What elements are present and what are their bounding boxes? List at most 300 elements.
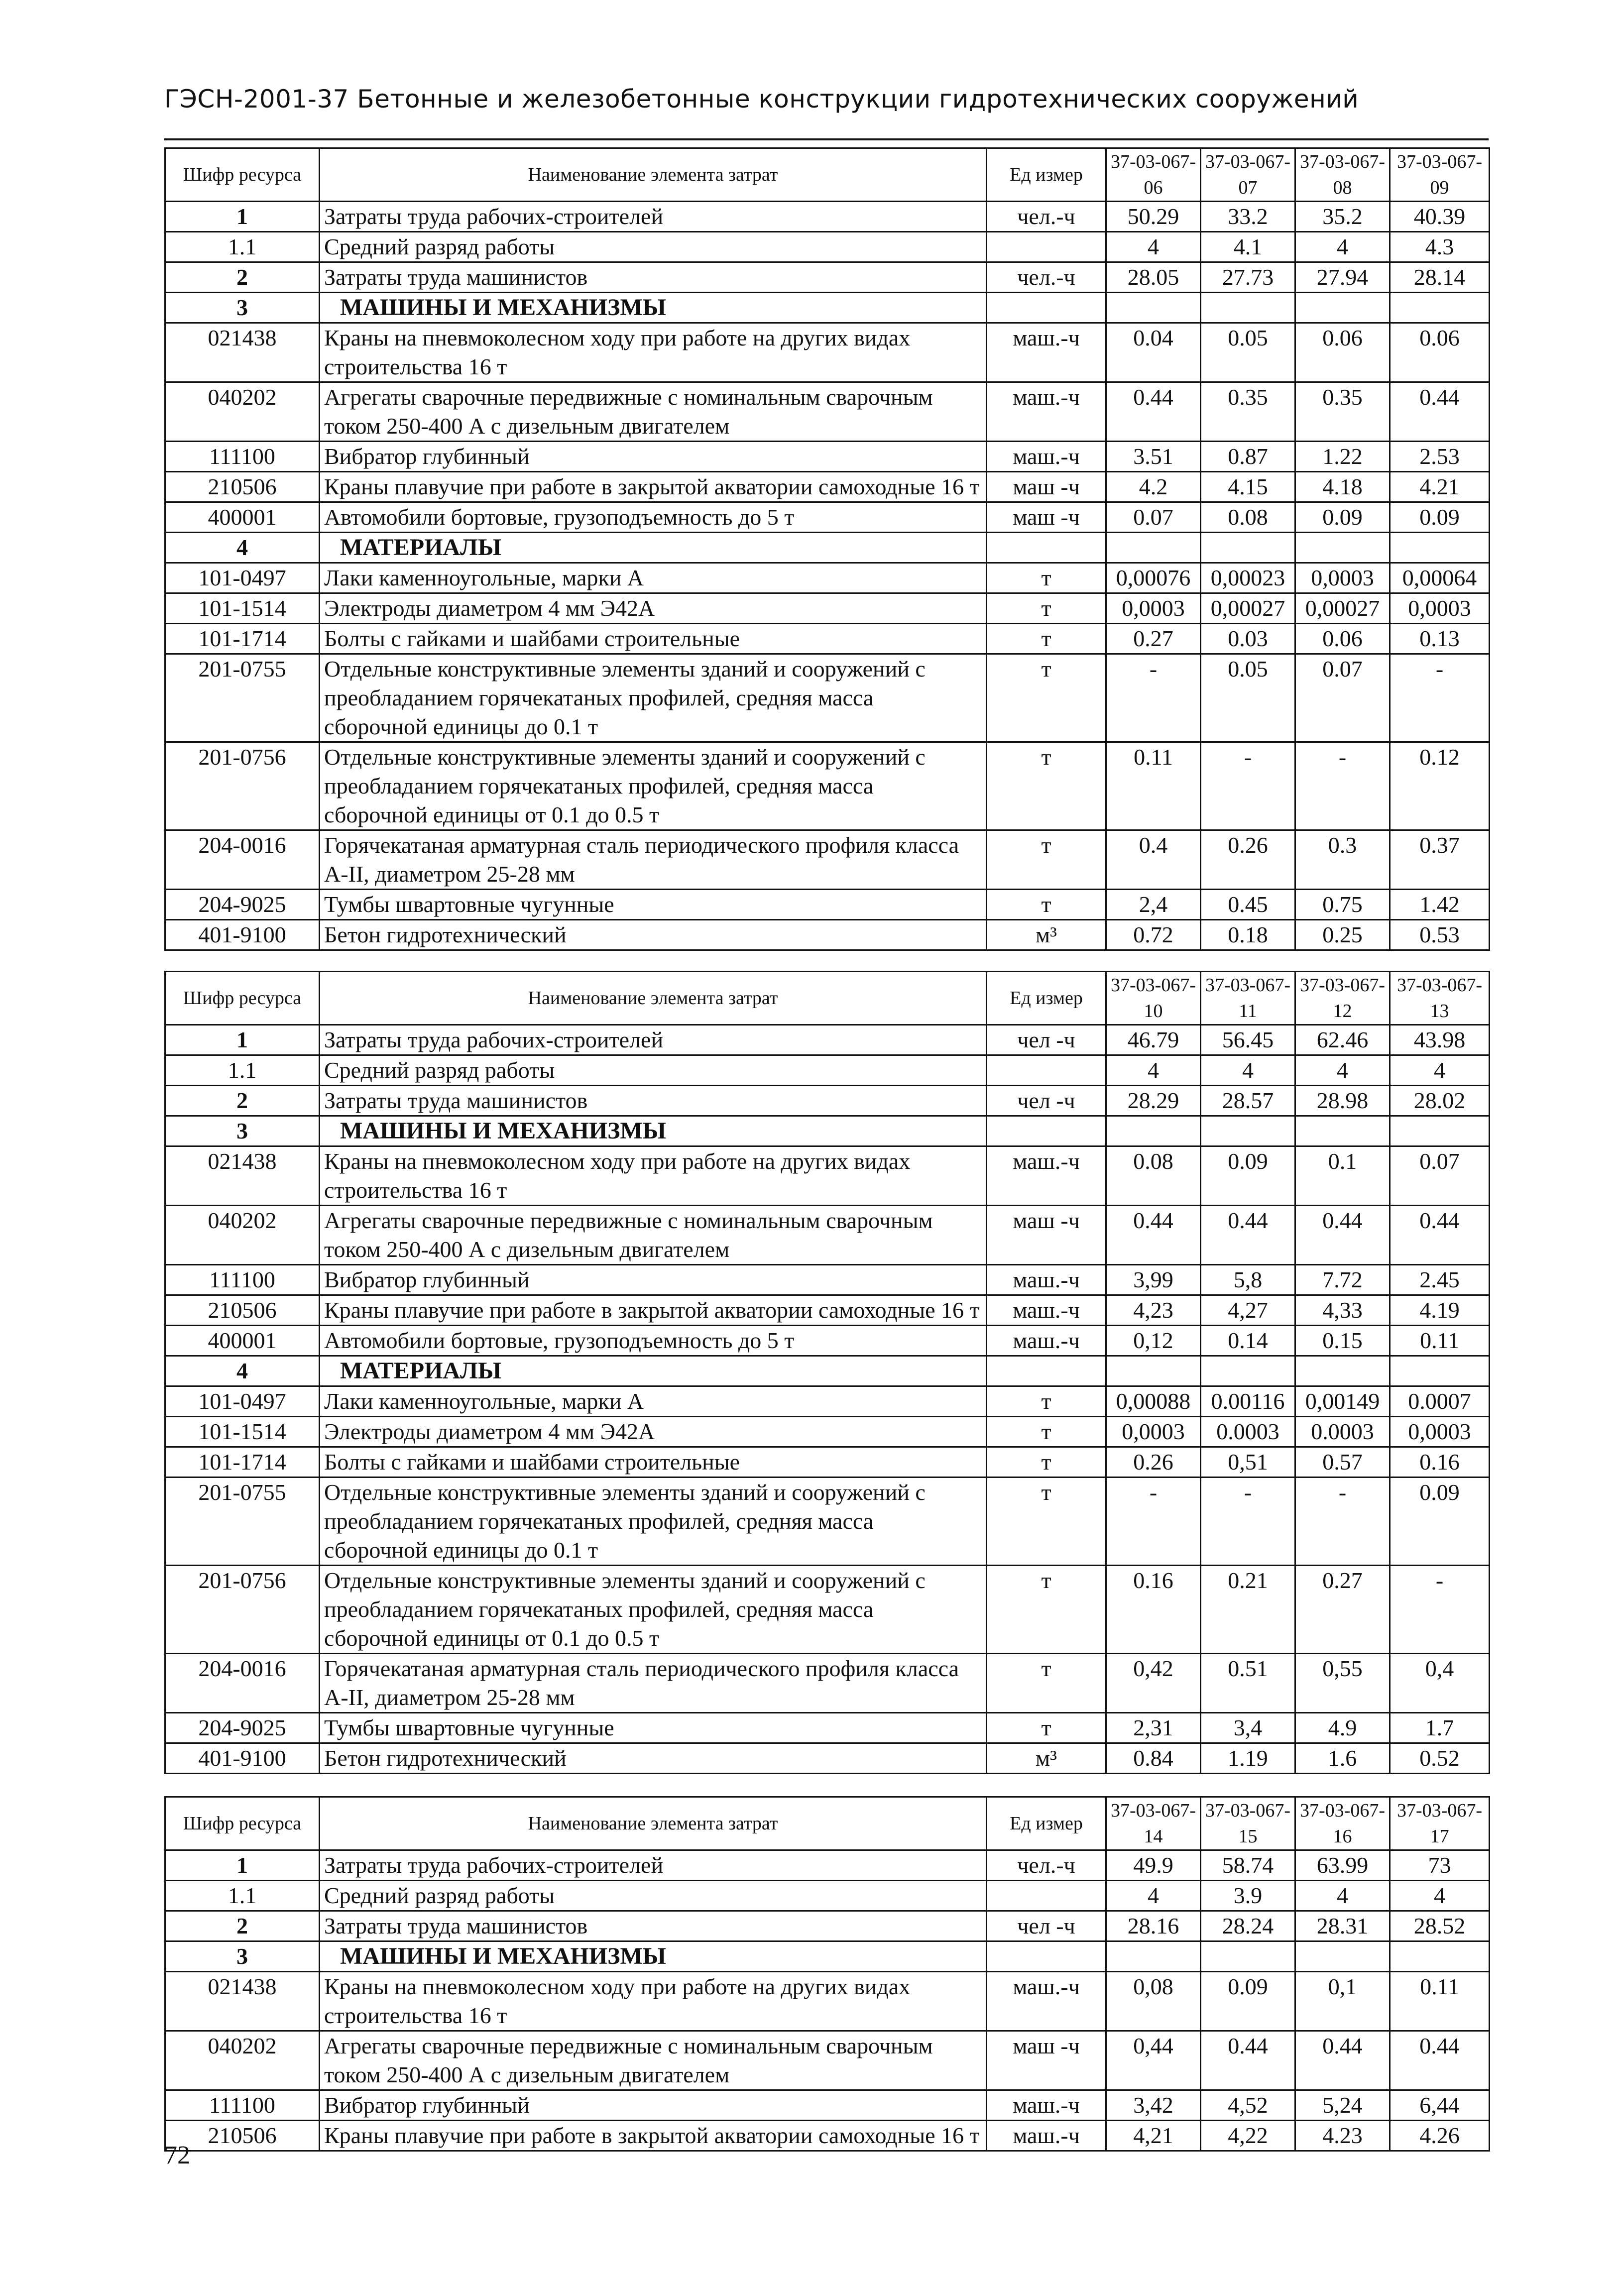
norm-value-cell: 3,99 xyxy=(1106,1265,1201,1295)
norm-value-cell xyxy=(1295,1356,1390,1386)
table-row xyxy=(165,1447,1490,1478)
norm-value-cell: 0.07 xyxy=(1295,654,1390,742)
cost-element-name-cell: Краны плавучие при работе в закрытой акватории самоходные 16 т xyxy=(320,472,987,502)
cost-element-name-cell: Автомобили бортовые, грузоподъемность до 5 т xyxy=(320,1326,987,1356)
cost-element-name-cell: МАШИНЫ И МЕХАНИЗМЫ xyxy=(320,1116,987,1146)
cost-element-name-cell: Электроды диаметром 4 мм Э42А xyxy=(320,593,987,624)
norm-value-cell: 0,55 xyxy=(1295,1654,1390,1713)
norm-value-cell: 4 xyxy=(1106,1055,1201,1086)
resource-code-cell: 040202 xyxy=(165,1206,320,1265)
table-row xyxy=(165,1417,1490,1447)
norm-value-cell: 0.04 xyxy=(1106,323,1201,382)
norm-value-cell: 0,0003 xyxy=(1106,593,1201,624)
cost-element-name-cell: Затраты труда машинистов xyxy=(320,1911,987,1941)
cost-element-name-cell: Отдельные конструктивные элементы зданий и сооружений с преобладанием горячекатаных профилей, средняя масса сборочной единицы от 0.1 до 0.5 т xyxy=(320,742,987,830)
section-row xyxy=(165,1116,1490,1146)
norm-value-cell: 28.98 xyxy=(1295,1086,1390,1116)
column-header-norm-code: 37-03-067-11 xyxy=(1201,972,1295,1025)
column-header-norm-code: 37-03-067-13 xyxy=(1390,972,1490,1025)
cost-element-name-cell: МАШИНЫ И МЕХАНИЗМЫ xyxy=(320,293,987,323)
unit-cell: т xyxy=(987,563,1106,593)
norm-value-cell: 33.2 xyxy=(1201,202,1295,232)
resource-code-cell: 201-0756 xyxy=(165,742,320,830)
norm-value-cell: 0.07 xyxy=(1390,1146,1490,1206)
resource-code-cell: 204-9025 xyxy=(165,890,320,920)
norm-value-cell: 4.21 xyxy=(1390,472,1490,502)
cost-element-name-cell: Затраты труда рабочих-строителей xyxy=(320,1850,987,1881)
resource-code-cell: 101-1714 xyxy=(165,1447,320,1478)
norm-value-cell: - xyxy=(1295,1478,1390,1566)
column-header-norm-code: 37-03-067-12 xyxy=(1295,972,1390,1025)
unit-cell: маш.-ч xyxy=(987,1295,1106,1326)
norm-value-cell: 49.9 xyxy=(1106,1850,1201,1881)
norm-value-cell: 6,44 xyxy=(1390,2090,1490,2121)
norm-value-cell: 28.57 xyxy=(1201,1086,1295,1116)
table-row xyxy=(165,1206,1490,1265)
norm-value-cell: 0.16 xyxy=(1390,1447,1490,1478)
norm-value-cell: 4,33 xyxy=(1295,1295,1390,1326)
unit-cell: т xyxy=(987,1566,1106,1654)
table-header-row xyxy=(165,1797,1490,1850)
norm-value-cell xyxy=(1106,293,1201,323)
cost-element-name-cell: Затраты труда рабочих-строителей xyxy=(320,202,987,232)
norm-value-cell: 0.87 xyxy=(1201,442,1295,472)
unit-cell: т xyxy=(987,654,1106,742)
norm-value-cell: 4.3 xyxy=(1390,232,1490,262)
norm-value-cell: 4 xyxy=(1390,1055,1490,1086)
norm-value-cell: 0.0007 xyxy=(1390,1386,1490,1417)
column-header-norm-code: 37-03-067-09 xyxy=(1390,148,1490,202)
table-row xyxy=(165,1025,1490,1055)
resource-code-cell: 204-0016 xyxy=(165,1654,320,1713)
norm-value-cell: 0.15 xyxy=(1295,1326,1390,1356)
unit-cell: маш -ч xyxy=(987,1206,1106,1265)
cost-element-name-cell: Лаки каменноугольные, марки А xyxy=(320,1386,987,1417)
norm-value-cell: 0.75 xyxy=(1295,890,1390,920)
table-row xyxy=(165,593,1490,624)
norm-value-cell: 73 xyxy=(1390,1850,1490,1881)
unit-cell: т xyxy=(987,742,1106,830)
norm-value-cell: 4,22 xyxy=(1201,2121,1295,2151)
norm-value-cell: 50.29 xyxy=(1106,202,1201,232)
norm-value-cell: 0,00076 xyxy=(1106,563,1201,593)
norm-value-cell: 27.94 xyxy=(1295,262,1390,293)
norm-value-cell: 4,27 xyxy=(1201,1295,1295,1326)
table-row xyxy=(165,502,1490,533)
norm-value-cell: - xyxy=(1201,1478,1295,1566)
table-row xyxy=(165,624,1490,654)
norm-value-cell: - xyxy=(1390,1566,1490,1654)
norm-value-cell xyxy=(1390,293,1490,323)
resource-code-cell: 3 xyxy=(165,1941,320,1972)
resource-code-cell: 021438 xyxy=(165,1146,320,1206)
resource-code-cell: 040202 xyxy=(165,382,320,442)
cost-element-name-cell: Отдельные конструктивные элементы зданий и сооружений с преобладанием горячекатаных профилей, средняя масса сборочной единицы до 0.1 т xyxy=(320,1478,987,1566)
norm-value-cell: 27.73 xyxy=(1201,262,1295,293)
cost-element-name-cell: Краны плавучие при работе в закрытой акватории самоходные 16 т xyxy=(320,1295,987,1326)
resource-code-cell: 1.1 xyxy=(165,1055,320,1086)
section-row xyxy=(165,533,1490,563)
cost-element-name-cell: Вибратор глубинный xyxy=(320,442,987,472)
norm-value-cell: 0.44 xyxy=(1390,2031,1490,2090)
unit-cell: т xyxy=(987,624,1106,654)
unit-cell: маш.-ч xyxy=(987,382,1106,442)
resource-code-cell: 401-9100 xyxy=(165,1743,320,1774)
unit-cell: чел.-ч xyxy=(987,262,1106,293)
table-row xyxy=(165,2090,1490,2121)
norm-value-cell: 63.99 xyxy=(1295,1850,1390,1881)
resource-code-cell: 101-0497 xyxy=(165,1386,320,1417)
norm-value-cell: 0,0003 xyxy=(1390,593,1490,624)
column-header-unit: Ед измер xyxy=(987,148,1106,202)
norm-value-cell: 0.35 xyxy=(1295,382,1390,442)
norm-value-cell: 0.57 xyxy=(1295,1447,1390,1478)
norm-value-cell xyxy=(1390,1116,1490,1146)
cost-element-name-cell: Краны плавучие при работе в закрытой акватории самоходные 16 т xyxy=(320,2121,987,2151)
norm-value-cell: 0.53 xyxy=(1390,920,1490,950)
column-header-norm-code: 37-03-067-08 xyxy=(1295,148,1390,202)
cost-element-name-cell: Горячекатаная арматурная сталь периодического профиля класса А-II, диаметром 25-28 мм xyxy=(320,830,987,890)
norm-value-cell: 4.26 xyxy=(1390,2121,1490,2151)
resource-code-cell: 101-1714 xyxy=(165,624,320,654)
unit-cell: маш.-ч xyxy=(987,1972,1106,2031)
norm-value-cell: 4,21 xyxy=(1106,2121,1201,2151)
norm-value-cell: 0.00116 xyxy=(1201,1386,1295,1417)
norm-value-cell: 28.31 xyxy=(1295,1911,1390,1941)
norm-value-cell: 0.27 xyxy=(1295,1566,1390,1654)
norm-value-cell: 4.2 xyxy=(1106,472,1201,502)
norm-value-cell xyxy=(1201,1941,1295,1972)
norm-value-cell: 0.84 xyxy=(1106,1743,1201,1774)
unit-cell: маш.-ч xyxy=(987,1326,1106,1356)
norm-value-cell: 0.06 xyxy=(1295,323,1390,382)
table-row xyxy=(165,1386,1490,1417)
resource-code-cell: 401-9100 xyxy=(165,920,320,950)
resource-code-cell: 204-9025 xyxy=(165,1713,320,1743)
cost-element-name-cell: Краны на пневмоколесном ходу при работе на других видах строительства 16 т xyxy=(320,323,987,382)
norm-value-cell: 0.09 xyxy=(1390,1478,1490,1566)
cost-element-name-cell: Тумбы швартовные чугунные xyxy=(320,890,987,920)
resource-code-cell: 4 xyxy=(165,1356,320,1386)
cost-element-name-cell: Горячекатаная арматурная сталь периодического профиля класса А-II, диаметром 25-28 мм xyxy=(320,1654,987,1713)
cost-element-name-cell: Агрегаты сварочные передвижные с номинальным сварочным током 250-400 А с дизельным двигателем xyxy=(320,382,987,442)
unit-cell: т xyxy=(987,1654,1106,1713)
cost-element-name-cell: Средний разряд работы xyxy=(320,1881,987,1911)
norm-value-cell: 0.37 xyxy=(1390,830,1490,890)
norm-value-cell xyxy=(1390,1356,1490,1386)
norm-value-cell xyxy=(1295,1116,1390,1146)
table-row xyxy=(165,1743,1490,1774)
norm-value-cell: 0,08 xyxy=(1106,1972,1201,2031)
column-header-name: Наименование элемента затрат xyxy=(320,1797,987,1850)
column-header-unit: Ед измер xyxy=(987,972,1106,1025)
table-row xyxy=(165,382,1490,442)
column-header-norm-code: 37-03-067-15 xyxy=(1201,1797,1295,1850)
unit-cell: маш.-ч xyxy=(987,323,1106,382)
norm-value-cell: 0.16 xyxy=(1106,1566,1201,1654)
norm-value-cell: 0.09 xyxy=(1390,502,1490,533)
resource-code-cell: 201-0755 xyxy=(165,1478,320,1566)
norm-value-cell: 28.52 xyxy=(1390,1911,1490,1941)
norm-value-cell: 0,00088 xyxy=(1106,1386,1201,1417)
norm-value-cell: 0.44 xyxy=(1201,1206,1295,1265)
resource-code-cell: 040202 xyxy=(165,2031,320,2090)
norm-value-cell: 0,00064 xyxy=(1390,563,1490,593)
norm-value-cell: 2.53 xyxy=(1390,442,1490,472)
norm-value-cell: 0.03 xyxy=(1201,624,1295,654)
unit-cell: маш.-ч xyxy=(987,1265,1106,1295)
column-header-code: Шифр ресурса xyxy=(165,972,320,1025)
norm-value-cell: - xyxy=(1106,654,1201,742)
resource-code-cell: 1 xyxy=(165,202,320,232)
norm-value-cell: 4.23 xyxy=(1295,2121,1390,2151)
norm-value-cell: 0.06 xyxy=(1390,323,1490,382)
table-row xyxy=(165,442,1490,472)
norm-value-cell: 0.08 xyxy=(1106,1146,1201,1206)
resource-code-cell: 2 xyxy=(165,1086,320,1116)
norm-value-cell: 0.44 xyxy=(1390,382,1490,442)
unit-cell: м³ xyxy=(987,920,1106,950)
norm-value-cell: 0.09 xyxy=(1201,1146,1295,1206)
table-row xyxy=(165,232,1490,262)
cost-element-name-cell: Затраты труда рабочих-строителей xyxy=(320,1025,987,1055)
unit-cell xyxy=(987,533,1106,563)
resource-code-cell: 101-0497 xyxy=(165,563,320,593)
table-row xyxy=(165,1295,1490,1326)
norm-value-cell: 0.44 xyxy=(1106,1206,1201,1265)
resource-code-cell: 1.1 xyxy=(165,232,320,262)
norm-value-cell: 4 xyxy=(1295,232,1390,262)
unit-cell xyxy=(987,1941,1106,1972)
norm-value-cell: 43.98 xyxy=(1390,1025,1490,1055)
norm-value-cell xyxy=(1390,1941,1490,1972)
cost-element-name-cell: Болты с гайками и шайбами строительные xyxy=(320,624,987,654)
table-row xyxy=(165,1850,1490,1881)
norm-value-cell: 28.02 xyxy=(1390,1086,1490,1116)
unit-cell: чел.-ч xyxy=(987,202,1106,232)
norm-value-cell: 28.29 xyxy=(1106,1086,1201,1116)
norm-value-cell: 0.12 xyxy=(1390,742,1490,830)
resource-code-cell: 1 xyxy=(165,1025,320,1055)
resource-code-cell: 210506 xyxy=(165,472,320,502)
resource-code-cell: 2 xyxy=(165,1911,320,1941)
table-row xyxy=(165,1713,1490,1743)
norm-value-cell xyxy=(1295,1941,1390,1972)
unit-cell: т xyxy=(987,1713,1106,1743)
norm-value-cell: 0.14 xyxy=(1201,1326,1295,1356)
section-row xyxy=(165,1356,1490,1386)
norm-value-cell xyxy=(1295,533,1390,563)
norm-value-cell: 4.18 xyxy=(1295,472,1390,502)
cost-element-name-cell: Болты с гайками и шайбами строительные xyxy=(320,1447,987,1478)
norm-value-cell: 3,42 xyxy=(1106,2090,1201,2121)
norm-value-cell: 0,51 xyxy=(1201,1447,1295,1478)
norm-value-cell: 0.09 xyxy=(1201,1972,1295,2031)
norm-value-cell: 0.11 xyxy=(1106,742,1201,830)
norm-value-cell: - xyxy=(1295,742,1390,830)
norm-value-cell: 0,1 xyxy=(1295,1972,1390,2031)
resource-code-cell: 021438 xyxy=(165,323,320,382)
norm-value-cell xyxy=(1106,1941,1201,1972)
unit-cell xyxy=(987,232,1106,262)
norm-value-cell xyxy=(1201,293,1295,323)
resource-code-cell: 111100 xyxy=(165,2090,320,2121)
norm-value-cell: 28.05 xyxy=(1106,262,1201,293)
norm-value-cell: 4,23 xyxy=(1106,1295,1201,1326)
norm-value-cell: 0.44 xyxy=(1390,1206,1490,1265)
unit-cell: т xyxy=(987,593,1106,624)
norm-value-cell: 0.07 xyxy=(1106,502,1201,533)
cost-element-name-cell: Краны на пневмоколесном ходу при работе на других видах строительства 16 т xyxy=(320,1972,987,2031)
table-row xyxy=(165,202,1490,232)
norm-value-cell: 28.16 xyxy=(1106,1911,1201,1941)
table-row xyxy=(165,1654,1490,1713)
norm-value-cell: 0.21 xyxy=(1201,1566,1295,1654)
norm-value-cell: 3,4 xyxy=(1201,1713,1295,1743)
header-rule xyxy=(164,138,1489,140)
resource-code-cell: 021438 xyxy=(165,1972,320,2031)
norm-value-cell: 1.6 xyxy=(1295,1743,1390,1774)
cost-element-name-cell: Агрегаты сварочные передвижные с номинальным сварочным током 250-400 А с дизельным двигателем xyxy=(320,2031,987,2090)
column-header-unit: Ед измер xyxy=(987,1797,1106,1850)
unit-cell: т xyxy=(987,830,1106,890)
table-row xyxy=(165,1086,1490,1116)
resource-code-cell: 400001 xyxy=(165,1326,320,1356)
norm-value-cell xyxy=(1201,1116,1295,1146)
unit-cell xyxy=(987,1881,1106,1911)
norm-value-cell: 0,00023 xyxy=(1201,563,1295,593)
unit-cell: маш -ч xyxy=(987,2031,1106,2090)
norm-value-cell: 0.44 xyxy=(1295,2031,1390,2090)
norm-value-cell: 56.45 xyxy=(1201,1025,1295,1055)
column-header-norm-code: 37-03-067-14 xyxy=(1106,1797,1201,1850)
cost-element-name-cell: Агрегаты сварочные передвижные с номинальным сварочным током 250-400 А с дизельным двигателем xyxy=(320,1206,987,1265)
norm-value-cell: 0,42 xyxy=(1106,1654,1201,1713)
norm-value-cell: - xyxy=(1201,742,1295,830)
table-row xyxy=(165,830,1490,890)
norm-value-cell: 4 xyxy=(1390,1881,1490,1911)
norm-value-cell xyxy=(1106,1356,1201,1386)
norm-value-cell: 0,44 xyxy=(1106,2031,1201,2090)
table-row xyxy=(165,1326,1490,1356)
norm-value-cell: 0.45 xyxy=(1201,890,1295,920)
column-header-norm-code: 37-03-067-10 xyxy=(1106,972,1201,1025)
unit-cell: чел -ч xyxy=(987,1911,1106,1941)
column-header-code: Шифр ресурса xyxy=(165,148,320,202)
cost-element-name-cell: Средний разряд работы xyxy=(320,232,987,262)
table-row xyxy=(165,654,1490,742)
resource-code-cell: 1.1 xyxy=(165,1881,320,1911)
resource-code-cell: 101-1514 xyxy=(165,1417,320,1447)
resource-code-cell: 400001 xyxy=(165,502,320,533)
unit-cell: чел -ч xyxy=(987,1025,1106,1055)
cost-element-name-cell: Краны на пневмоколесном ходу при работе на других видах строительства 16 т xyxy=(320,1146,987,1206)
norm-value-cell: 4 xyxy=(1106,1881,1201,1911)
unit-cell: т xyxy=(987,1417,1106,1447)
page-header: ГЭСН-2001-37 Бетонные и железобетонные конструкции гидротехнических сооружений xyxy=(164,85,1359,114)
norm-value-cell xyxy=(1106,533,1201,563)
resource-code-cell: 2 xyxy=(165,262,320,293)
table-header-row xyxy=(165,972,1490,1025)
table-row xyxy=(165,262,1490,293)
table-row xyxy=(165,472,1490,502)
norm-value-cell: 0.26 xyxy=(1106,1447,1201,1478)
norm-value-cell: 0.4 xyxy=(1106,830,1201,890)
unit-cell xyxy=(987,1055,1106,1086)
norm-value-cell: 3.51 xyxy=(1106,442,1201,472)
norm-value-cell: 0.25 xyxy=(1295,920,1390,950)
resource-code-cell: 3 xyxy=(165,1116,320,1146)
resource-code-cell: 1 xyxy=(165,1850,320,1881)
norm-value-cell: 0,00027 xyxy=(1295,593,1390,624)
norm-value-cell: 4 xyxy=(1295,1055,1390,1086)
norm-value-cell: 0.0003 xyxy=(1201,1417,1295,1447)
resource-code-cell: 210506 xyxy=(165,2121,320,2151)
table-row xyxy=(165,1478,1490,1566)
norm-value-cell xyxy=(1106,1116,1201,1146)
norm-value-cell xyxy=(1295,293,1390,323)
unit-cell xyxy=(987,293,1106,323)
norm-value-cell: 0,00027 xyxy=(1201,593,1295,624)
resource-code-cell: 101-1514 xyxy=(165,593,320,624)
column-header-norm-code: 37-03-067-07 xyxy=(1201,148,1295,202)
norm-value-cell xyxy=(1201,533,1295,563)
norm-value-cell: 2.45 xyxy=(1390,1265,1490,1295)
table-row xyxy=(165,2031,1490,2090)
table-row xyxy=(165,890,1490,920)
table-row xyxy=(165,2121,1490,2151)
norm-value-cell: 40.39 xyxy=(1390,202,1490,232)
norm-table-2 xyxy=(164,971,1490,1774)
norm-value-cell: - xyxy=(1106,1478,1201,1566)
unit-cell: маш -ч xyxy=(987,502,1106,533)
norm-value-cell: 0,12 xyxy=(1106,1326,1201,1356)
norm-table-3 xyxy=(164,1796,1490,2152)
norm-value-cell: 0,0003 xyxy=(1295,563,1390,593)
norm-value-cell: 0.44 xyxy=(1106,382,1201,442)
cost-element-name-cell: Бетон гидротехнический xyxy=(320,1743,987,1774)
cost-element-name-cell: Автомобили бортовые, грузоподъемность до 5 т xyxy=(320,502,987,533)
section-row xyxy=(165,1941,1490,1972)
norm-value-cell: 46.79 xyxy=(1106,1025,1201,1055)
norm-value-cell: 4.19 xyxy=(1390,1295,1490,1326)
unit-cell: чел -ч xyxy=(987,1086,1106,1116)
resource-code-cell: 201-0755 xyxy=(165,654,320,742)
table-row xyxy=(165,742,1490,830)
unit-cell: м³ xyxy=(987,1743,1106,1774)
norm-value-cell: 0.72 xyxy=(1106,920,1201,950)
table-row xyxy=(165,563,1490,593)
unit-cell: т xyxy=(987,1386,1106,1417)
norm-value-cell: 0.11 xyxy=(1390,1972,1490,2031)
column-header-name: Наименование элемента затрат xyxy=(320,972,987,1025)
cost-element-name-cell: МАТЕРИАЛЫ xyxy=(320,1356,987,1386)
norm-value-cell: 0,00149 xyxy=(1295,1386,1390,1417)
norm-value-cell: 28.14 xyxy=(1390,262,1490,293)
norm-value-cell: 4.1 xyxy=(1201,232,1295,262)
unit-cell: маш.-ч xyxy=(987,1146,1106,1206)
resource-code-cell: 111100 xyxy=(165,442,320,472)
cost-element-name-cell: МАТЕРИАЛЫ xyxy=(320,533,987,563)
norm-value-cell xyxy=(1390,533,1490,563)
norm-value-cell: 35.2 xyxy=(1295,202,1390,232)
unit-cell: маш.-ч xyxy=(987,442,1106,472)
cost-element-name-cell: Тумбы швартовные чугунные xyxy=(320,1713,987,1743)
unit-cell: маш.-ч xyxy=(987,2121,1106,2151)
column-header-norm-code: 37-03-067-06 xyxy=(1106,148,1201,202)
norm-value-cell: 0.52 xyxy=(1390,1743,1490,1774)
norm-value-cell: 1.7 xyxy=(1390,1713,1490,1743)
